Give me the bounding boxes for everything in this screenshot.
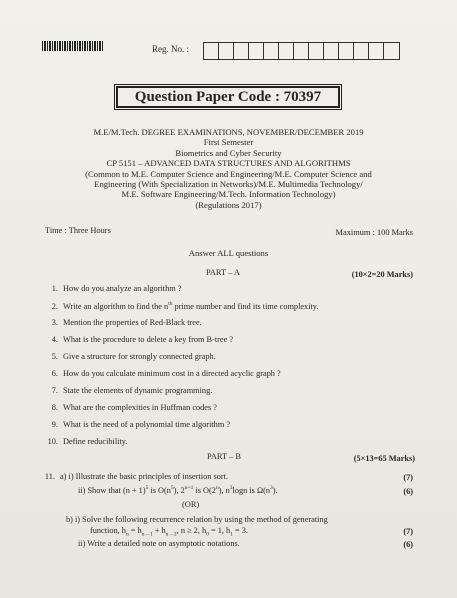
exam-title-line: M.E. Software Engineering/M.Tech. Information Technology) <box>121 189 336 200</box>
or-separator: (OR) <box>182 500 200 509</box>
question-marks: (7) <box>403 473 413 482</box>
barcode <box>42 41 104 51</box>
exam-title-block <box>0 127 457 210</box>
part-b-marks: (5×13=65 Marks) <box>353 454 415 463</box>
question-item: 8. What are the complexities in Huffman codes ? <box>51 403 217 412</box>
question-item: ii) Show that $(n + 1)^5$ is $O(n^5)$, $2^{n+1}$ is O(2$^n$), $n^3\log n$ is $\Omega(n^3)$. <box>78 485 278 495</box>
exam-title-line: M.E/M.Tech. DEGREE EXAMINATIONS, NOVEMBER/DECEMBER 2019 <box>93 127 364 137</box>
question-item: b) i) Solve the following recurrence relation by using the method of generating <box>66 515 328 524</box>
question-item: 11. a) i) Illustrate the basic principles of insertion sort. <box>44 472 228 481</box>
exam-title-line: Biometrics and Cyber Security <box>175 147 282 158</box>
part-a-title: PART – A <box>206 268 240 277</box>
exam-title-line: (Regulations 2017) <box>195 199 262 210</box>
max-marks-label: Maximum : 100 Marks <box>335 228 413 237</box>
question-item: 7. State the elements of dynamic programming. <box>51 386 213 395</box>
question-item: 2. Write an algorithm to find the $n^{th}$ prime number and find its time complexity. <box>51 301 319 311</box>
question-item: 9. What is the need of a polynomial time algorithm ? <box>51 420 231 429</box>
question-item: 5. Give a structure for strongly connected graph. <box>51 352 216 361</box>
exam-title-line: Engineering (With Specialization in Networks)/M.E. Multimedia Technology/ <box>94 179 363 190</box>
exam-title-line: (Common to M.E. Computer Science and Engineering/M.E. Computer Science and <box>85 168 372 179</box>
question-item: 10. Define reducibility. <box>47 437 128 446</box>
question-marks: (6) <box>403 540 413 549</box>
part-a-marks: (10×2=20 Marks) <box>351 270 413 279</box>
question-item: 4. What is the procedure to delete a key from B-tree ? <box>51 335 234 344</box>
question-item: 3. Mention the properties of Red-Black tree. <box>51 318 202 327</box>
part-b-title: PART – B <box>207 452 241 461</box>
reg-no-boxes <box>203 42 400 60</box>
exam-title-line: First Semester <box>203 137 254 148</box>
exam-title-line: CP 5151 – ADVANCED DATA STRUCTURES AND ALGORITHMS <box>106 158 351 169</box>
question-item: 6. How do you calculate minimum cost in a directed acyclic graph ? <box>51 369 281 378</box>
question-item: ii) Write a detailed note on asymptotic notations. <box>78 539 240 548</box>
reg-no-label: Reg. No. : <box>152 44 189 54</box>
time-label: Time : Three Hours <box>45 226 111 235</box>
question-item: 1. How do you analyze an algorithm ? <box>51 284 182 293</box>
instruction: Answer ALL questions <box>188 248 269 258</box>
question-marks: (6) <box>403 487 413 496</box>
question-item: function, $h_n = h_{n - 1} + h_{n - 2}$, n ≥ 2, $h_0 = 1$, $h_1 = 3$. <box>90 526 248 538</box>
question-marks: (7) <box>403 527 413 536</box>
question-paper-code: Question Paper Code : 70397 <box>116 86 340 108</box>
